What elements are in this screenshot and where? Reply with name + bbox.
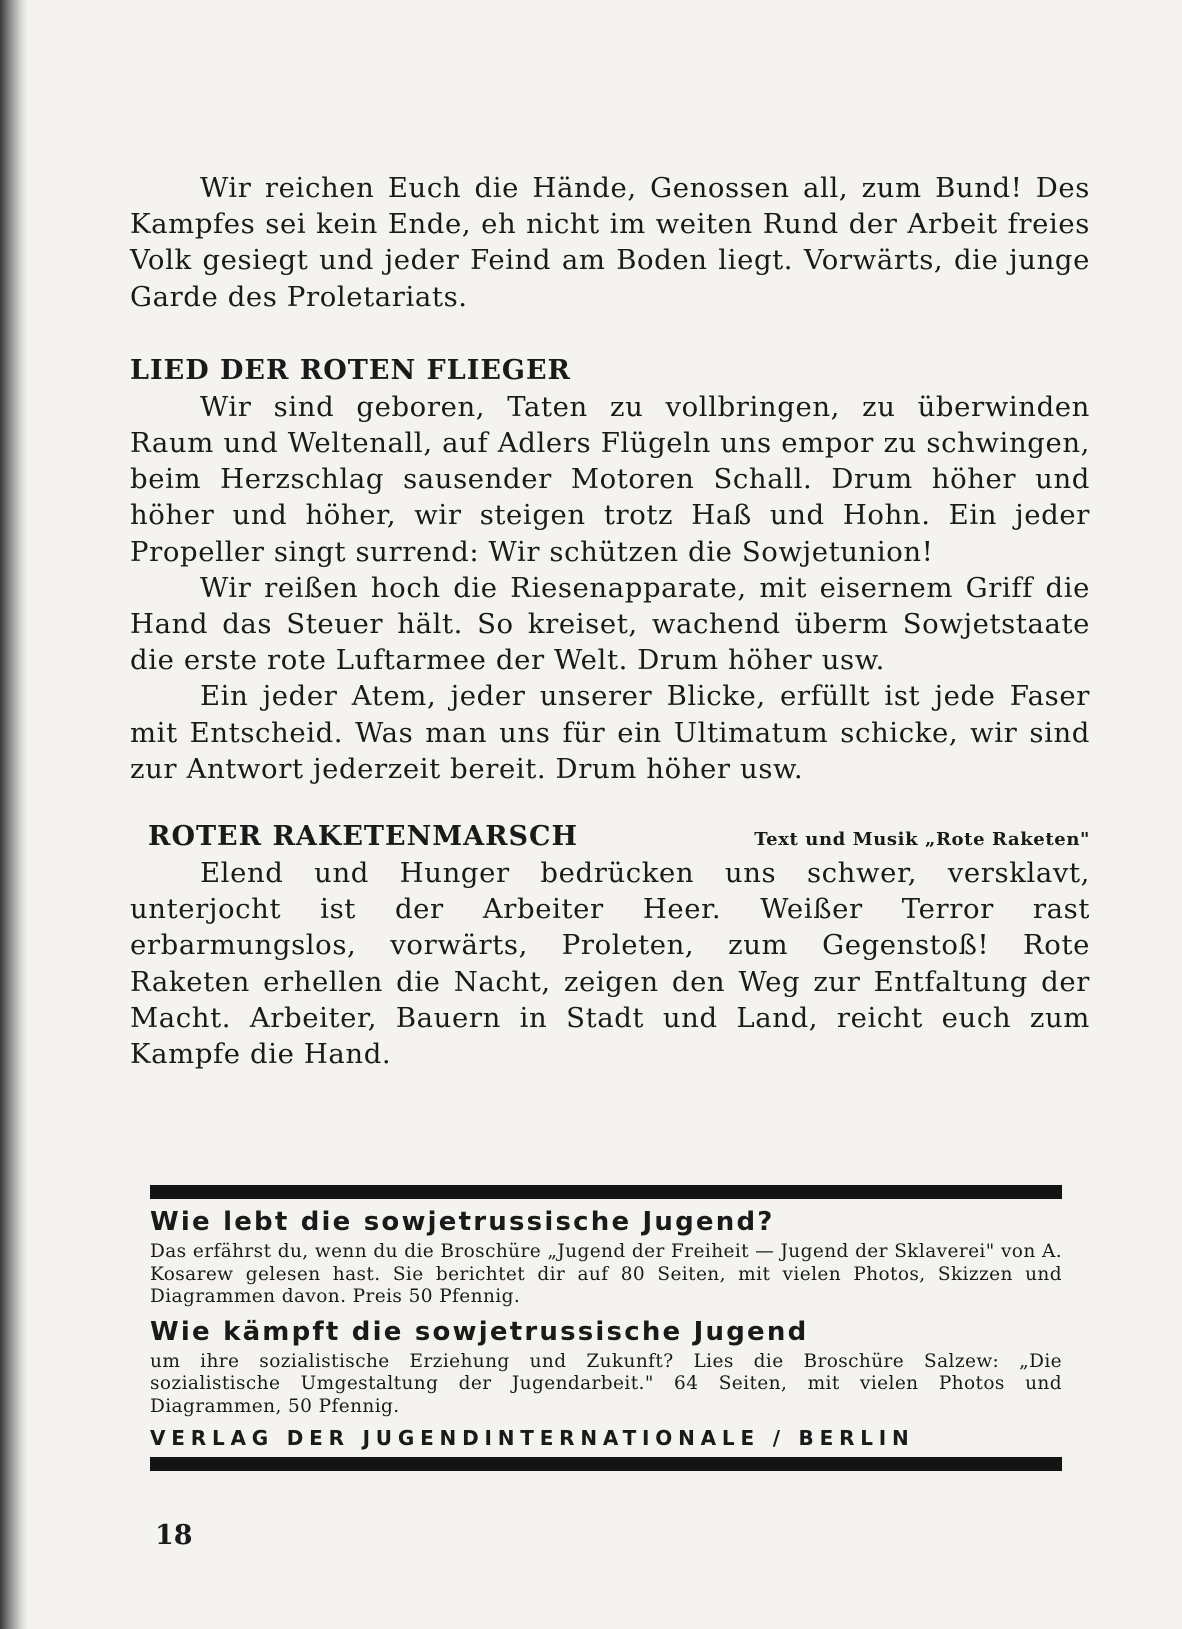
song2-title: ROTER RAKETENMARSCH <box>148 821 579 853</box>
intro-stanza: Wir reichen Euch die Hände, Genossen all, zum Bund! Des Kampfes sei kein Ende, eh nicht im weiten Rund der Arbeit freies Volk gesiegt und jeder Feind am Boden liegt. Vorwärts, die junge Garde des Proletariats. <box>130 172 1090 313</box>
book-spine-shadow <box>0 0 28 1629</box>
page-number: 18 <box>155 1520 193 1551</box>
song1-title: LIED DER ROTEN FLIEGER <box>130 354 571 386</box>
ad-bottom-rule <box>150 1457 1062 1471</box>
song2-credit: Text und Musik „Rote Raketen" <box>754 829 1090 851</box>
ad-top-rule <box>150 1185 1062 1199</box>
ad-title-1: Wie lebt die sowjetrussische Jugend? <box>150 1207 775 1237</box>
ad-text-1: Das erfährst du, wenn du die Broschüre „Jugend der Freiheit — Jugend der Sklaverei" von A. Kosarew gelesen hast. Sie berichtet dir auf 80 Seiten, mit vielen Photos, Skizzen und Diagrammen davon. Preis 50 Pfennig. <box>150 1241 1062 1308</box>
song1-stanza-2: Wir reißen hoch die Riesenapparate, mit eisernem Griff die Hand das Steuer hält. So kreiset, wachend überm Sowjetstaate die erste rote Luftarmee der Welt. Drum höher usw. <box>130 571 1090 677</box>
song2-header <box>130 819 1090 855</box>
ad-text-2: um ihre sozialistische Erziehung und Zukunft? Lies die Broschüre Salzew: „Die sozialistische Umgestaltung der Jugendarbeit." 64 Seiten, mit vielen Photos und Diagrammen, 50 Pfennig. <box>150 1350 1062 1417</box>
song1-stanza-3: Ein jeder Atem, jeder unserer Blicke, erfüllt ist jede Faser mit Entscheid. Was man uns für ein Ultimatum schicke, wir sind zur Antwort jederzeit bereit. Drum höher usw. <box>130 680 1090 785</box>
song-text-area <box>130 170 1090 1072</box>
song2-stanza: Elend und Hunger bedrücken uns schwer, versklavt, unterjocht ist der Arbeiter Heer. Weißer Terror rast erbarmungslos, vorwärts, Proleten, zum Gegenstoß! Rote Raketen erhellen die Nacht, zeigen den Weg zur Entfaltung der Macht. Arbeiter, Bauern in Stadt und Land, reicht euch zum Kampfe die Hand. <box>130 857 1090 1071</box>
publisher-line: VERLAG DER JUGENDINTERNATIONALE / BERLIN <box>150 1425 915 1450</box>
ad-title-2: Wie kämpft die sowjetrussische Jugend <box>150 1316 809 1347</box>
advertisement-box <box>150 1185 1062 1471</box>
song1-stanza-1: Wir sind geboren, Taten zu vollbringen, zu überwinden Raum und Weltenall, auf Adlers Flügeln uns empor zu schwingen, beim Herzschlag sausender Motoren Schall. Drum höher und höher und höher, wir steigen trotz Haß und Hohn. Ein jeder Propeller singt surrend: Wir schützen die Sowjetunion! <box>130 390 1090 568</box>
